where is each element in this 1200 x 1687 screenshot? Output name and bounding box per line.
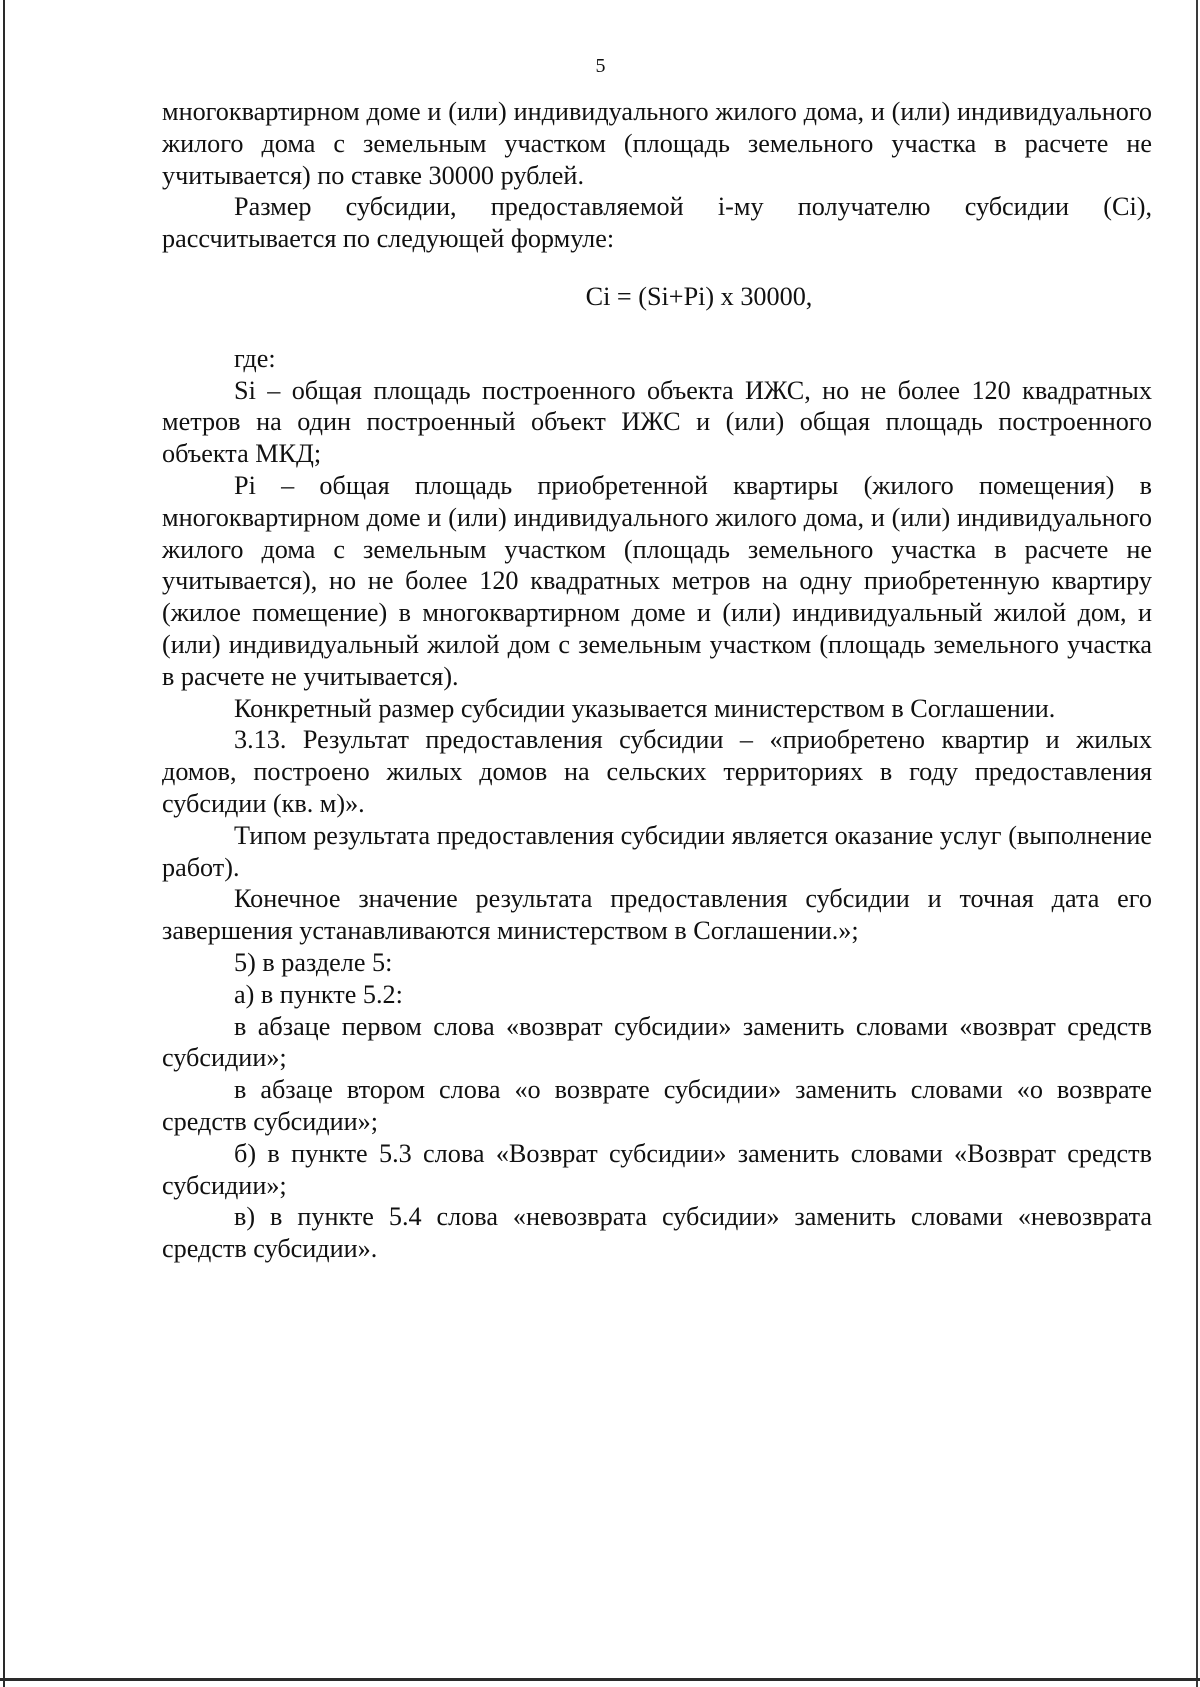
scan-edge-bottom xyxy=(0,1678,1200,1681)
paragraph-section-5: 5) в разделе 5: xyxy=(234,947,393,977)
scan-edge-left xyxy=(3,0,5,1687)
paragraph-continuation: многоквартирном доме и (или) индивидуального жилого дома, и (или) индивидуального жилого дома с земельным участком (площадь земельного участка в расчете не учитывается) по ставке 30000 рублей. xyxy=(162,97,1152,190)
page-number: 5 xyxy=(595,55,606,77)
paragraph-where: где: xyxy=(234,343,276,373)
paragraph-pi-definition: Pi – общая площадь приобретенной квартиры (жилого помещения) в многоквартирном доме и (или) индивидуального жилого дома, и (или) индивидуального жилого дома с земельным участком (площадь земельного участка в расчете не учитывается), но не более 120 квадратных метров на одну приобретенную квартиру (жилое помещение) в многоквартирном доме и (или) индивидуальный жилой дом, и (или) индивидуальный жилой дом с земельным участком (площадь земельного участка в расчете не учитывается). xyxy=(162,470,1152,691)
paragraph-specific-size: Конкретный размер субсидии указывается министерством в Соглашении. xyxy=(234,693,1056,723)
paragraph-first-abzac: в абзаце первом слова «возврат субсидии» заменить словами «возврат средств субсидии»; xyxy=(162,1011,1152,1073)
paragraph-si-definition: Si – общая площадь построенного объекта ИЖС, но не более 120 квадратных метров на один построенный объект ИЖС и (или) общая площадь построенного объекта МКД; xyxy=(162,375,1152,469)
paragraph-result-type: Типом результата предоставления субсидии является оказание услуг (выполнение работ). xyxy=(162,820,1152,882)
paragraph-final-value: Конечное значение результата предоставления субсидии и точная дата его завершения устанавливаются министерством в Соглашении.»; xyxy=(162,884,1152,946)
paragraph-item-5-2: а) в пункте 5.2: xyxy=(234,979,403,1009)
paragraph-item-5-3: б) в пункте 5.3 слова «Возврат субсидии» заменить словами «Возврат средств субсидии»; xyxy=(162,1138,1152,1200)
paragraph-item-5-4: в) в пункте 5.4 слова «невозврата субсидии» заменить словами «невозврата средств субсидии». xyxy=(162,1202,1152,1264)
paragraph-subsidy-size: Размер субсидии, предоставляемой i-му получателю субсидии (Ci), рассчитывается по следующей формуле: xyxy=(162,192,1152,254)
paragraph-3-13-result: 3.13. Результат предоставления субсидии – «приобретено квартир и жилых домов, построено жилых домов на сельских территориях в году предоставления субсидии (кв. м)». xyxy=(162,725,1152,818)
document-body xyxy=(162,96,1152,1265)
paragraph-second-abzac: в абзаце втором слова «о возврате субсидии» заменить словами «о возврате средств субсидии»; xyxy=(162,1075,1152,1136)
formula: Ci = (Si+Pi) x 30000, xyxy=(585,281,813,311)
scan-edge-right xyxy=(1196,0,1198,1687)
